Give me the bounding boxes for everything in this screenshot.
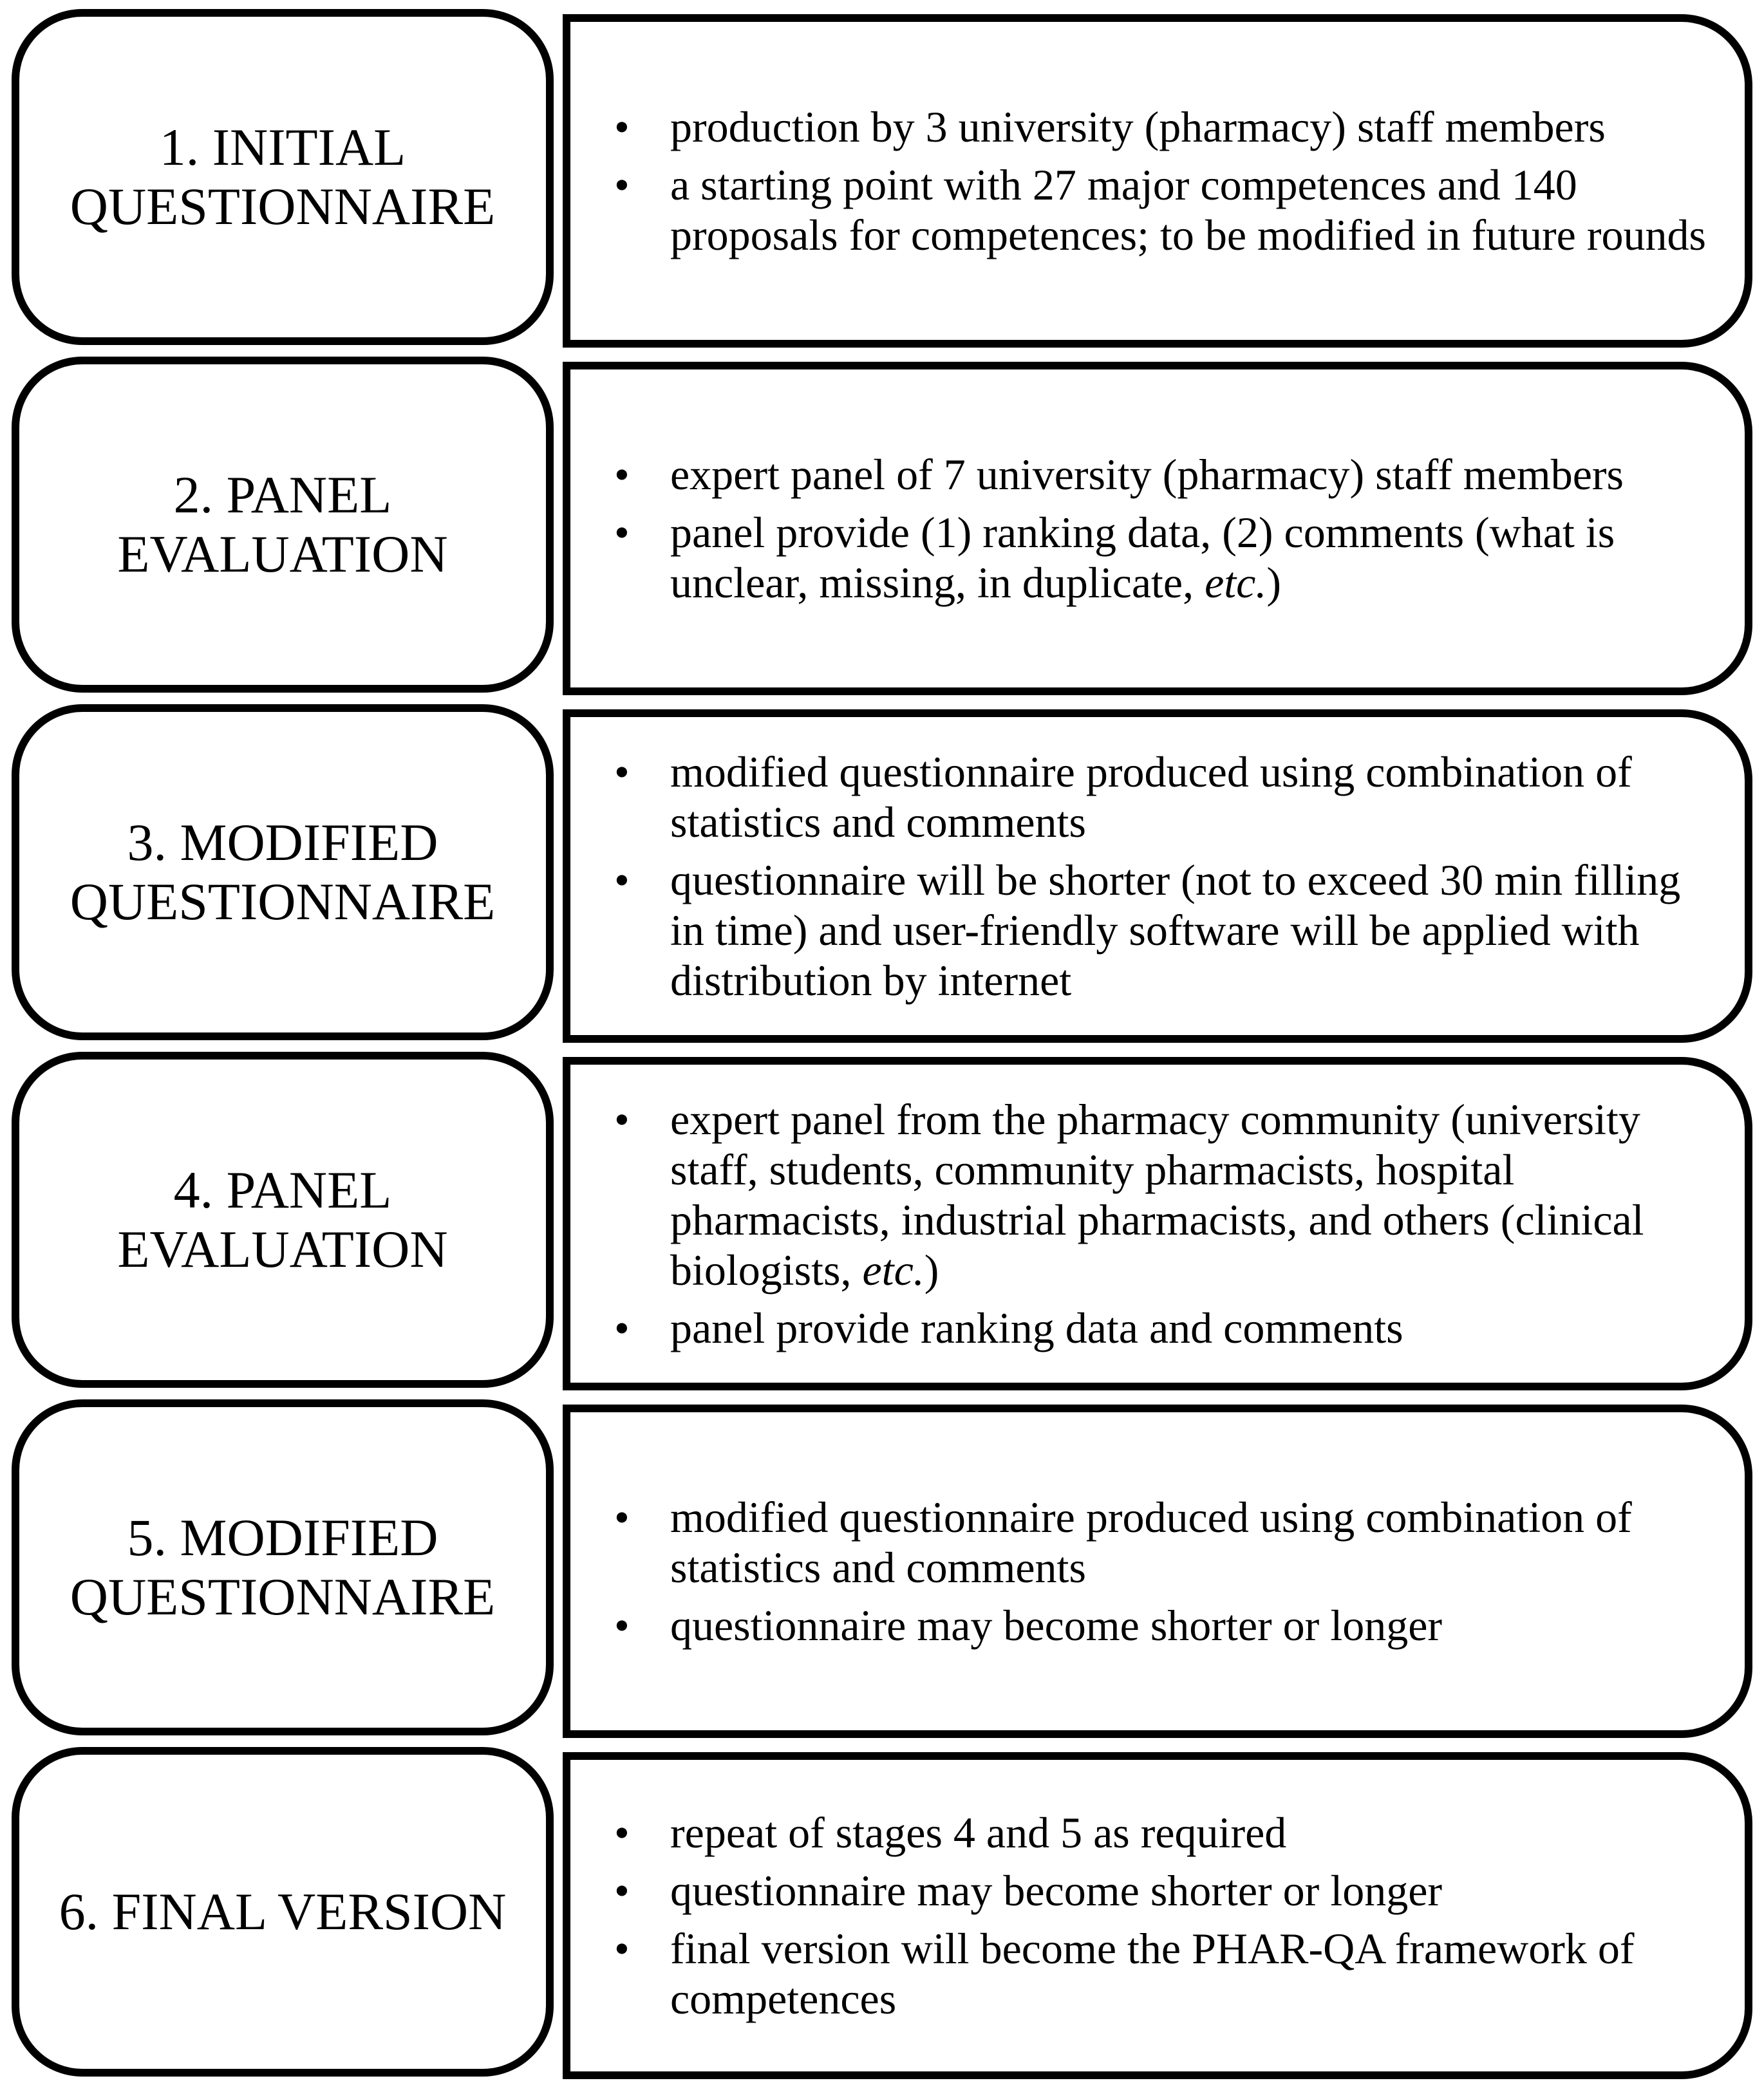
stage-3 [0, 704, 1764, 1040]
bullet-dot-icon: • [614, 102, 630, 151]
stage-5 [0, 1399, 1764, 1735]
stage-1-bullet-1: • production by 3 university (pharmacy) staff members [614, 102, 1606, 151]
bullet-dot-icon: • [614, 1095, 630, 1144]
bullet-dot-icon: • [614, 450, 630, 499]
stage-5-title: 5. MODIFIED QUESTIONNAIRE [70, 1508, 496, 1626]
stage-1 [0, 9, 1764, 345]
stage-6-title-box [12, 1747, 554, 2077]
bullet-dot-icon: • [614, 1924, 630, 1973]
stage-2-title-box [12, 357, 554, 693]
stage-4-title: 4. PANEL EVALUATION [117, 1161, 448, 1278]
bullet-dot-icon: • [614, 1866, 630, 1915]
stage-1-title: 1. INITIAL QUESTIONNAIRE [70, 118, 496, 236]
stage-2-title: 2. PANEL EVALUATION [117, 465, 448, 583]
bullet-dot-icon: • [614, 1601, 630, 1650]
stage-6-bullet-1: • repeat of stages 4 and 5 as required [614, 1808, 1287, 1857]
bullet-dot-icon: • [614, 855, 630, 904]
stage-2 [0, 357, 1764, 693]
stage-1-bullet-list [570, 94, 1745, 268]
stage-6-title: 6. FINAL VERSION [59, 1882, 507, 1941]
stage-6 [0, 1747, 1764, 2077]
stage-6-bullet-2: • questionnaire may become shorter or longer [614, 1866, 1443, 1915]
stage-5-bullet-list [570, 1484, 1745, 1658]
stage-6-bullet-3: • final version will become the PHAR-QA framework of competences [614, 1924, 1635, 2023]
stage-1-details-box [563, 14, 1752, 348]
stage-5-bullet-2: • questionnaire may become shorter or longer [614, 1601, 1443, 1650]
stage-6-details-box [563, 1752, 1752, 2079]
bullet-dot-icon: • [614, 747, 630, 796]
stage-5-details-box [563, 1405, 1752, 1738]
stage-4-bullet-1: • expert panel from the pharmacy community (university staff, students, community pharmacists, hospital pharmacists, industrial pharmacists, and others (clinical biologists, etc.) [614, 1095, 1644, 1294]
bullet-dot-icon: • [614, 1493, 630, 1542]
stage-4-details-box [563, 1057, 1752, 1390]
stage-4-bullet-list [570, 1087, 1745, 1361]
stage-4-bullet-2: • panel provide ranking data and comments [614, 1303, 1403, 1352]
stage-1-bullet-2: • a starting point with 27 major competences and 140 proposals for competences; to be modified in future rounds [614, 160, 1706, 259]
stage-2-bullet-list [570, 442, 1745, 615]
stage-2-bullet-2: • panel provide (1) ranking data, (2) comments (what is unclear, missing, in duplicate, etc.) [614, 508, 1615, 607]
stage-3-details-box [563, 709, 1752, 1043]
stage-3-bullet-2: • questionnaire will be shorter (not to exceed 30 min filling in time) and user-friendly software will be applied with distribution by internet [614, 855, 1681, 1005]
stage-3-title: 3. MODIFIED QUESTIONNAIRE [70, 813, 496, 931]
bullet-dot-icon: • [614, 160, 630, 209]
stage-1-title-box [12, 9, 554, 345]
stage-6-bullet-list [570, 1800, 1745, 2032]
stage-3-bullet-1: • modified questionnaire produced using combination of statistics and comments [614, 747, 1632, 846]
stage-3-title-box [12, 704, 554, 1040]
stage-5-bullet-1: • modified questionnaire produced using combination of statistics and comments [614, 1493, 1632, 1592]
stage-2-details-box [563, 362, 1752, 695]
stage-4-title-box [12, 1052, 554, 1388]
stage-3-bullet-list [570, 739, 1745, 1013]
stage-2-bullet-1: • expert panel of 7 university (pharmacy) staff members [614, 450, 1624, 499]
bullet-dot-icon: • [614, 1303, 630, 1352]
stage-5-title-box [12, 1399, 554, 1735]
bullet-dot-icon: • [614, 508, 630, 557]
bullet-dot-icon: • [614, 1808, 630, 1857]
stage-4 [0, 1052, 1764, 1388]
